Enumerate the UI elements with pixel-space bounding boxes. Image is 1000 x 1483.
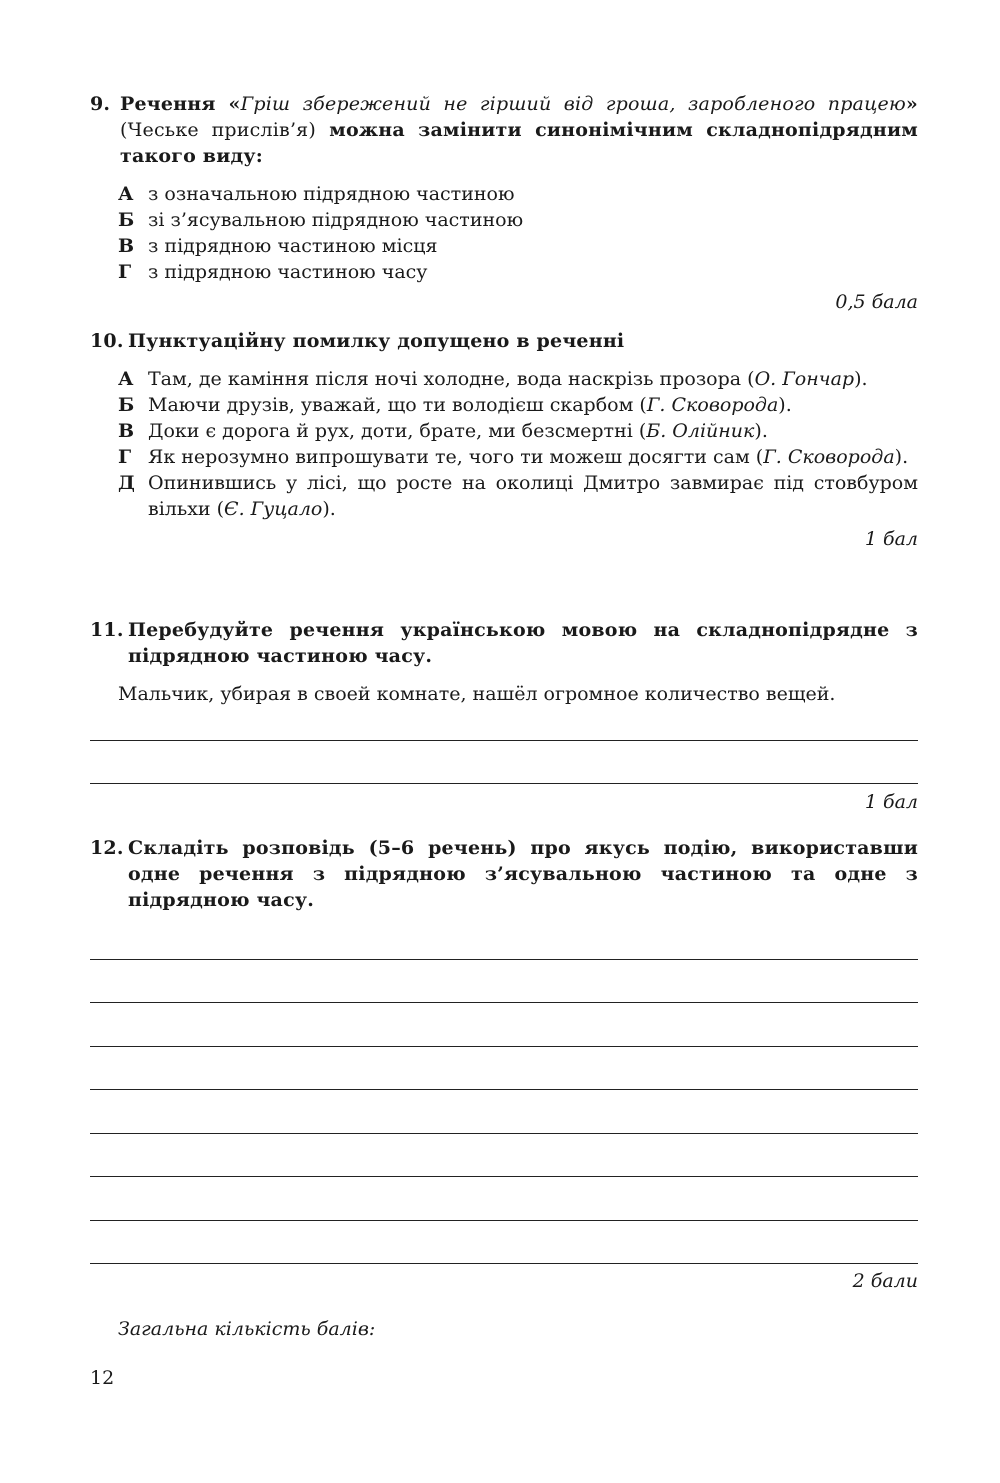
- question-prompt: Пунктуаційну помилку допущено в реченні: [128, 330, 625, 352]
- option-text: зі з’ясувальною підрядною частиною: [148, 209, 524, 231]
- option-letter: Г: [118, 261, 132, 283]
- answer-line[interactable]: [90, 1133, 918, 1134]
- answer-line[interactable]: [90, 1002, 918, 1003]
- total-score-label: Загальна кількість балів:: [118, 1318, 376, 1340]
- question-11-stem: [90, 617, 918, 669]
- question-number: 9.: [90, 93, 111, 115]
- option-letter: А: [118, 183, 134, 205]
- answer-line[interactable]: [90, 740, 918, 741]
- score-label: 1 бал: [864, 791, 918, 813]
- question-10-stem: [90, 328, 918, 354]
- option-author: Г. Сковорода: [646, 394, 779, 416]
- option-author: Б. Олійник: [646, 420, 755, 442]
- stem-lead: Речення «: [120, 93, 241, 115]
- option-author: Є. Гуцало: [224, 498, 323, 520]
- answer-option[interactable]: [118, 207, 918, 233]
- option-letter: Г: [118, 446, 132, 468]
- page-number: 12: [90, 1367, 115, 1389]
- answer-line[interactable]: [90, 959, 918, 960]
- option-letter: А: [118, 368, 134, 390]
- answer-option[interactable]: [118, 444, 918, 470]
- question-number: 12.: [90, 837, 124, 859]
- quote-text: Гріш збережений не гірший від гроша, заробленого працею: [240, 93, 906, 115]
- question-10: [90, 328, 918, 552]
- option-text: з означальною підрядною частиною: [148, 183, 515, 205]
- option-letter: В: [118, 235, 135, 257]
- option-end: ).: [322, 498, 336, 520]
- option-letter: Б: [118, 209, 135, 231]
- option-text: Там, де каміння після ночі холодне, вода наскрізь прозора (: [148, 368, 755, 390]
- stem-rest: можна замінити синонімічним складнопідрядним такого виду:: [120, 119, 918, 167]
- answer-line[interactable]: [90, 1046, 918, 1047]
- option-author: О. Гончар: [754, 368, 855, 390]
- option-author: Г. Сковорода: [763, 446, 895, 468]
- question-9-stem: [90, 91, 918, 169]
- question-number: 11.: [90, 619, 124, 641]
- answer-option[interactable]: [118, 470, 918, 522]
- answer-line[interactable]: [90, 1220, 918, 1221]
- option-text: з підрядною частиною місця: [148, 235, 438, 257]
- answer-option[interactable]: [118, 392, 918, 418]
- answer-line[interactable]: [90, 1089, 918, 1090]
- answer-option[interactable]: [118, 233, 918, 259]
- question-12: [90, 835, 918, 913]
- answer-line[interactable]: [90, 783, 918, 784]
- option-end: ).: [894, 446, 909, 468]
- option-text: Опинившись у лісі, що росте на околиці Дмитро завмирає під стовбуром вільхи (: [148, 472, 918, 520]
- score-label: 1 бал: [864, 528, 918, 550]
- option-text: Як нерозумно випрошувати те, чого ти можеш досягти сам (: [148, 446, 764, 468]
- score-label: 0,5 бала: [835, 291, 918, 313]
- option-letter: Б: [118, 394, 135, 416]
- option-end: ).: [854, 368, 868, 390]
- option-text: Маючи друзів, уважай, що ти володієш скарбом (: [148, 394, 647, 416]
- source-sentence: Мальчик, убирая в своей комнате, нашёл огромное количество вещей.: [118, 683, 836, 705]
- question-prompt: Складіть розповідь (5–6 речень) про якусь подію, використавши одне речення з підрядною з’ясувальною частиною та одне з підрядною часу.: [128, 837, 918, 911]
- answer-options: [118, 366, 918, 522]
- answer-line[interactable]: [90, 1263, 918, 1264]
- question-number: 10.: [90, 330, 124, 352]
- option-text: Доки є дорога й рух, доти, брате, ми безсмертні (: [148, 420, 647, 442]
- option-letter: В: [118, 420, 135, 442]
- question-11: [90, 617, 918, 707]
- answer-option[interactable]: [118, 366, 918, 392]
- answer-option[interactable]: [118, 181, 918, 207]
- answer-line[interactable]: [90, 1176, 918, 1177]
- answer-option[interactable]: [118, 418, 918, 444]
- question-prompt: Перебудуйте речення українською мовою на складнопідрядне з підрядною частиною часу.: [128, 619, 918, 667]
- answer-options: [118, 181, 918, 285]
- option-end: ).: [754, 420, 768, 442]
- question-9: [90, 91, 918, 315]
- answer-option[interactable]: [118, 259, 918, 285]
- option-text: з підрядною частиною часу: [148, 261, 428, 283]
- option-letter: Д: [118, 472, 135, 494]
- close-quote: »: [905, 93, 918, 115]
- quote-source: (Чеське прислів’я): [120, 119, 316, 141]
- score-label: 2 бали: [852, 1270, 918, 1292]
- option-end: ).: [778, 394, 792, 416]
- question-12-stem: [90, 835, 918, 913]
